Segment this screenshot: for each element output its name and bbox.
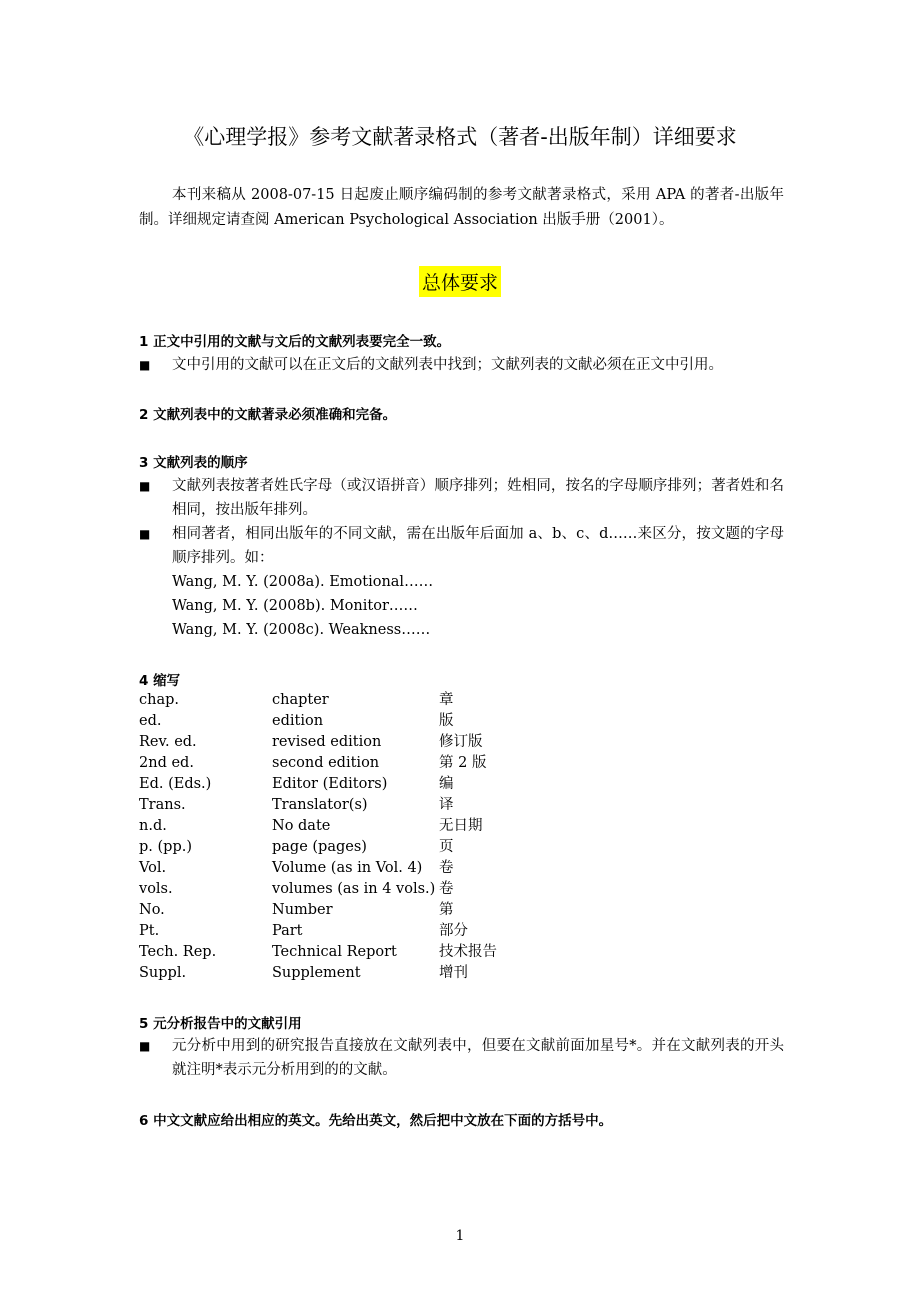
meaning-cell: volumes (as in 4 vols.) — [272, 881, 436, 897]
page-number: 1 — [455, 1228, 465, 1244]
bullet-square-icon: ■ — [139, 527, 151, 541]
meaning-cell: Translator(s) — [272, 797, 368, 813]
meaning-cell: Editor (Editors) — [272, 776, 388, 792]
chinese-cell: 部分 — [439, 923, 468, 939]
chinese-cell: 编 — [439, 776, 454, 792]
item-5-bullet — [139, 1034, 784, 1082]
chinese-cell: 卷 — [439, 881, 454, 897]
abbr-cell: Tech. Rep. — [139, 944, 217, 960]
chinese-cell: 页 — [439, 839, 454, 855]
meaning-cell: chapter — [272, 692, 329, 708]
item-1-bullet — [139, 353, 784, 377]
abbr-cell: 2nd ed. — [139, 755, 194, 771]
item-3-bullet-2-text: 相同著者，相同出版年的不同文献，需在出版年后面加 a、b、c、d……来区分，按文题的字母顺序排列。如： — [172, 526, 784, 566]
example-line: Wang, M. Y. (2008b). Monitor…… — [172, 598, 418, 614]
meaning-cell: second edition — [272, 755, 380, 771]
abbr-cell: n.d. — [139, 818, 167, 834]
item-5-bullet-text: 元分析中用到的研究报告直接放在文献列表中，但要在文献前面加星号*。并在文献列表的开头就注明*表示元分析用到的的文献。 — [172, 1038, 784, 1078]
abbr-cell: Vol. — [139, 860, 167, 876]
item-5-title: 5 元分析报告中的文献引用 — [139, 1016, 302, 1032]
abbr-cell: Suppl. — [139, 965, 187, 981]
abbr-cell: vols. — [139, 881, 173, 897]
abbr-cell: p. (pp.) — [139, 839, 192, 855]
chinese-cell: 卷 — [439, 860, 454, 876]
chinese-cell: 技术报告 — [439, 944, 497, 960]
chinese-cell: 第 — [439, 902, 454, 918]
section-heading-label: 总体要求 — [419, 266, 501, 297]
meaning-cell: edition — [272, 713, 324, 729]
example-line: Wang, M. Y. (2008a). Emotional…… — [172, 574, 434, 590]
meaning-cell: Volume (as in Vol. 4) — [272, 860, 423, 876]
abbr-cell: ed. — [139, 713, 162, 729]
abbr-cell: Rev. ed. — [139, 734, 197, 750]
document-title: 《心理学报》参考文献著录格式（著者-出版年制）详细要求 — [183, 125, 737, 149]
meaning-cell: Part — [272, 923, 303, 939]
bullet-square-icon: ■ — [139, 358, 151, 372]
abbr-cell: Pt. — [139, 923, 160, 939]
meaning-cell: Supplement — [272, 965, 361, 981]
item-2-title: 2 文献列表中的文献著录必须准确和完备。 — [139, 407, 397, 423]
example-line: Wang, M. Y. (2008c). Weakness…… — [172, 622, 431, 638]
item-3-bullet-1 — [139, 474, 784, 522]
item-3-bullet-1-text: 文献列表按著者姓氏字母（或汉语拼音）顺序排列；姓相同，按名的字母顺序排列；著者姓和名相同，按出版年排列。 — [172, 478, 784, 518]
chinese-cell: 第 2 版 — [439, 755, 487, 771]
meaning-cell: page (pages) — [272, 839, 367, 855]
item-4-title: 4 缩写 — [139, 673, 181, 689]
abbr-cell: No. — [139, 902, 165, 918]
meaning-cell: Number — [272, 902, 333, 918]
item-3-bullet-2 — [139, 522, 784, 642]
intro-paragraph: 本刊来稿从 2008-07-15 日起废止顺序编码制的参考文献著录格式，采用 APA 的著者-出版年制。详细规定请查阅 American Psychological Association 出版手册（2001）。 — [139, 187, 784, 228]
chinese-cell: 版 — [439, 713, 454, 729]
item-1-bullet-text: 文中引用的文献可以在正文后的文献列表中找到；文献列表的文献必须在正文中引用。 — [172, 357, 723, 373]
item-6-title: 6 中文文献应给出相应的英文。先给出英文，然后把中文放在下面的方括号中。 — [139, 1113, 613, 1129]
chinese-cell: 修订版 — [439, 734, 483, 750]
meaning-cell: Technical Report — [272, 944, 397, 960]
chinese-cell: 增刊 — [439, 965, 468, 981]
item-1-title: 1 正文中引用的文献与文后的文献列表要完全一致。 — [139, 334, 451, 350]
bullet-square-icon: ■ — [139, 479, 151, 493]
chinese-cell: 章 — [439, 692, 454, 708]
abbr-cell: Trans. — [139, 797, 186, 813]
meaning-cell: No date — [272, 818, 331, 834]
abbr-cell: Ed. (Eds.) — [139, 776, 212, 792]
item-3-title: 3 文献列表的顺序 — [139, 455, 248, 471]
section-heading — [0, 266, 920, 297]
meaning-cell: revised edition — [272, 734, 382, 750]
chinese-cell: 译 — [439, 797, 454, 813]
bullet-square-icon: ■ — [139, 1039, 151, 1053]
abbr-cell: chap. — [139, 692, 179, 708]
chinese-cell: 无日期 — [439, 818, 483, 834]
